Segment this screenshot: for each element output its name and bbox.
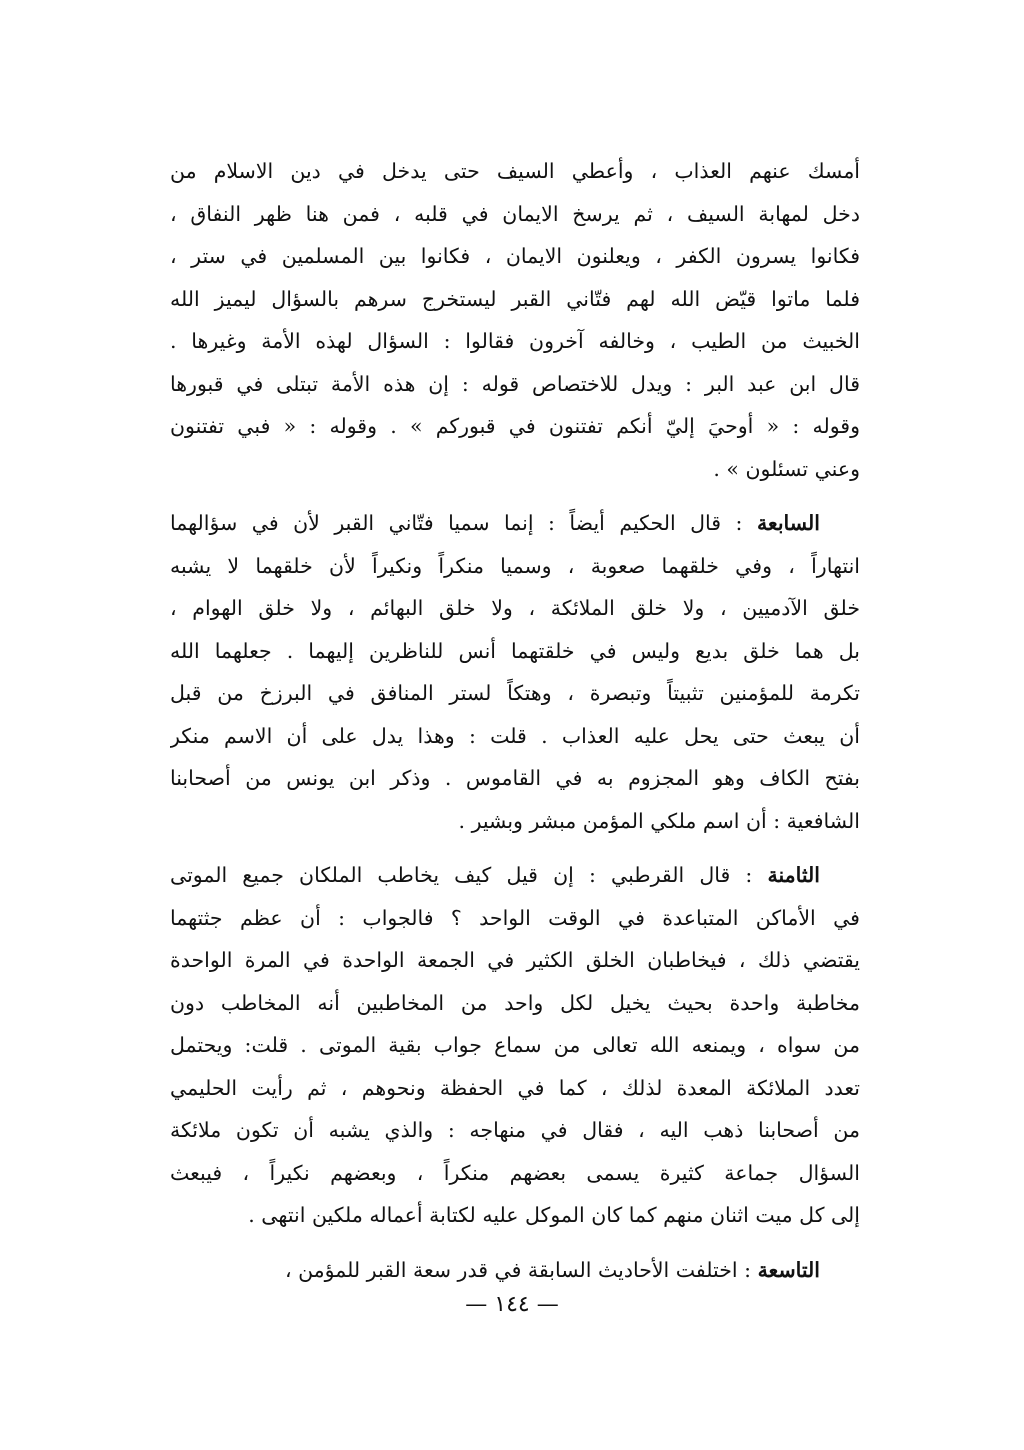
text-line: الخبيث من الطيب ، وخالفه آخرون فقالوا : السؤال لهذه الأمة وغيرها .	[170, 329, 860, 353]
section-heading-eighth: الثامنة	[767, 863, 820, 887]
text-run: : قال الحكيم أيضاً : إنما سميا فتّاني القبر لأن في سؤالهما	[170, 511, 757, 535]
text-line: إلى كل ميت اثنان منهم كما كان الموكل عليه لكتابة أعماله ملكين انتهى .	[248, 1203, 860, 1227]
text-line: خلق الآدميين ، ولا خلق الملائكة ، ولا خلق البهائم ، ولا خلق الهوام ،	[170, 596, 860, 620]
text-line: فكانوا يسرون الكفر ، ويعلنون الايمان ، فكانوا بين المسلمين في ستر ،	[170, 244, 860, 268]
text-line: من أصحابنا ذهب اليه ، فقال في منهاجه : والذي يشبه أن تكون ملائكة	[170, 1118, 860, 1142]
text-line: في الأماكن المتباعدة في الوقت الواحد ؟ فالجواب : أن عظم جثتهما	[170, 905, 860, 930]
text-line	[170, 502, 860, 545]
text-line: فلما ماتوا قيّض الله لهم فتّاني القبر ليستخرج سرهم بالسؤال ليميز الله	[170, 286, 860, 311]
section-heading-seventh: السابعة	[756, 511, 820, 535]
text-line: أمسك عنهم العذاب ، وأعطي السيف حتى يدخل في دين الاسلام من	[170, 159, 860, 183]
text-line: السؤال جماعة كثيرة يسمى بعضهم منكراً ، وبعضهم نكيراً ، فيبعث	[170, 1160, 860, 1185]
text-line: تكرمة للمؤمنين تثبيتاً وتبصرة ، وهتكاً لستر المنافق في البرزخ من قبل	[170, 681, 860, 705]
text-line: دخل لمهابة السيف ، ثم يرسخ الايمان في قلبه ، فمن هنا ظهر النفاق ،	[170, 201, 860, 226]
text-line	[170, 854, 860, 897]
text-line: من سواه ، ويمنعه الله تعالى من سماع جواب بقية الموتى . قلت: ويحتمل	[170, 1033, 860, 1057]
page-body	[170, 150, 860, 1310]
text-line: بل هما خلق بديع وليس في خلقتهما أنس للناظرين إليهما . جعلهما الله	[170, 638, 860, 663]
paragraph-eighth	[170, 854, 860, 1237]
text-line: بفتح الكاف وهو المجزوم به في القاموس . وذكر ابن يونس من أصحابنا	[170, 766, 860, 790]
text-run: : قال القرطبي : إن قيل كيف يخاطب الملكان جميع الموتى	[170, 863, 768, 887]
text-line: يقتضي ذلك ، فيخاطبان الخلق الكثير في الجمعة الواحدة في المرة الواحدة	[170, 948, 860, 972]
paragraph-gap	[170, 1237, 860, 1249]
paragraph-seventh	[170, 502, 860, 842]
paragraph-ninth	[170, 1249, 860, 1292]
text-line: انتهاراً ، وفي خلقهما صعوبة ، وسميا منكراً ونكيراً لأن خلقهما لا يشبه	[170, 553, 860, 578]
text-line: وعني تسئلون » .	[713, 456, 860, 481]
text-line: قال ابن عبد البر : ويدل للاختصاص قوله : إن هذه الأمة تبتلى في قبورها	[170, 371, 860, 396]
text-line: أن يبعث حتى يحل عليه العذاب . قلت : وهذا يدل على أن الاسم منكر	[170, 723, 860, 748]
text-line: الشافعية : أن اسم ملكي المؤمن مبشر وبشير .	[458, 808, 860, 833]
paragraph-1	[170, 150, 860, 490]
text-line: مخاطبة واحدة بحيث يخيل لكل واحد من المخاطبين أنه المخاطب دون	[170, 990, 860, 1015]
paragraph-gap	[170, 490, 860, 502]
text-run: : اختلفت الأحاديث السابقة في قدر سعة القبر للمؤمن ،	[284, 1257, 758, 1282]
text-line: وقوله : « أوحيَ إليّ أنكم تفتنون في قبوركم » . وقوله : « فبي تفتنون	[170, 414, 860, 438]
page-number: — ١٤٤ —	[465, 1292, 559, 1317]
section-heading-ninth: التاسعة	[757, 1257, 820, 1282]
text-line: تعدد الملائكة المعدة لذلك ، كما في الحفظة ونحوهم ، ثم رأيت الحليمي	[170, 1075, 860, 1100]
text-line	[170, 1249, 860, 1292]
paragraph-gap	[170, 842, 860, 854]
